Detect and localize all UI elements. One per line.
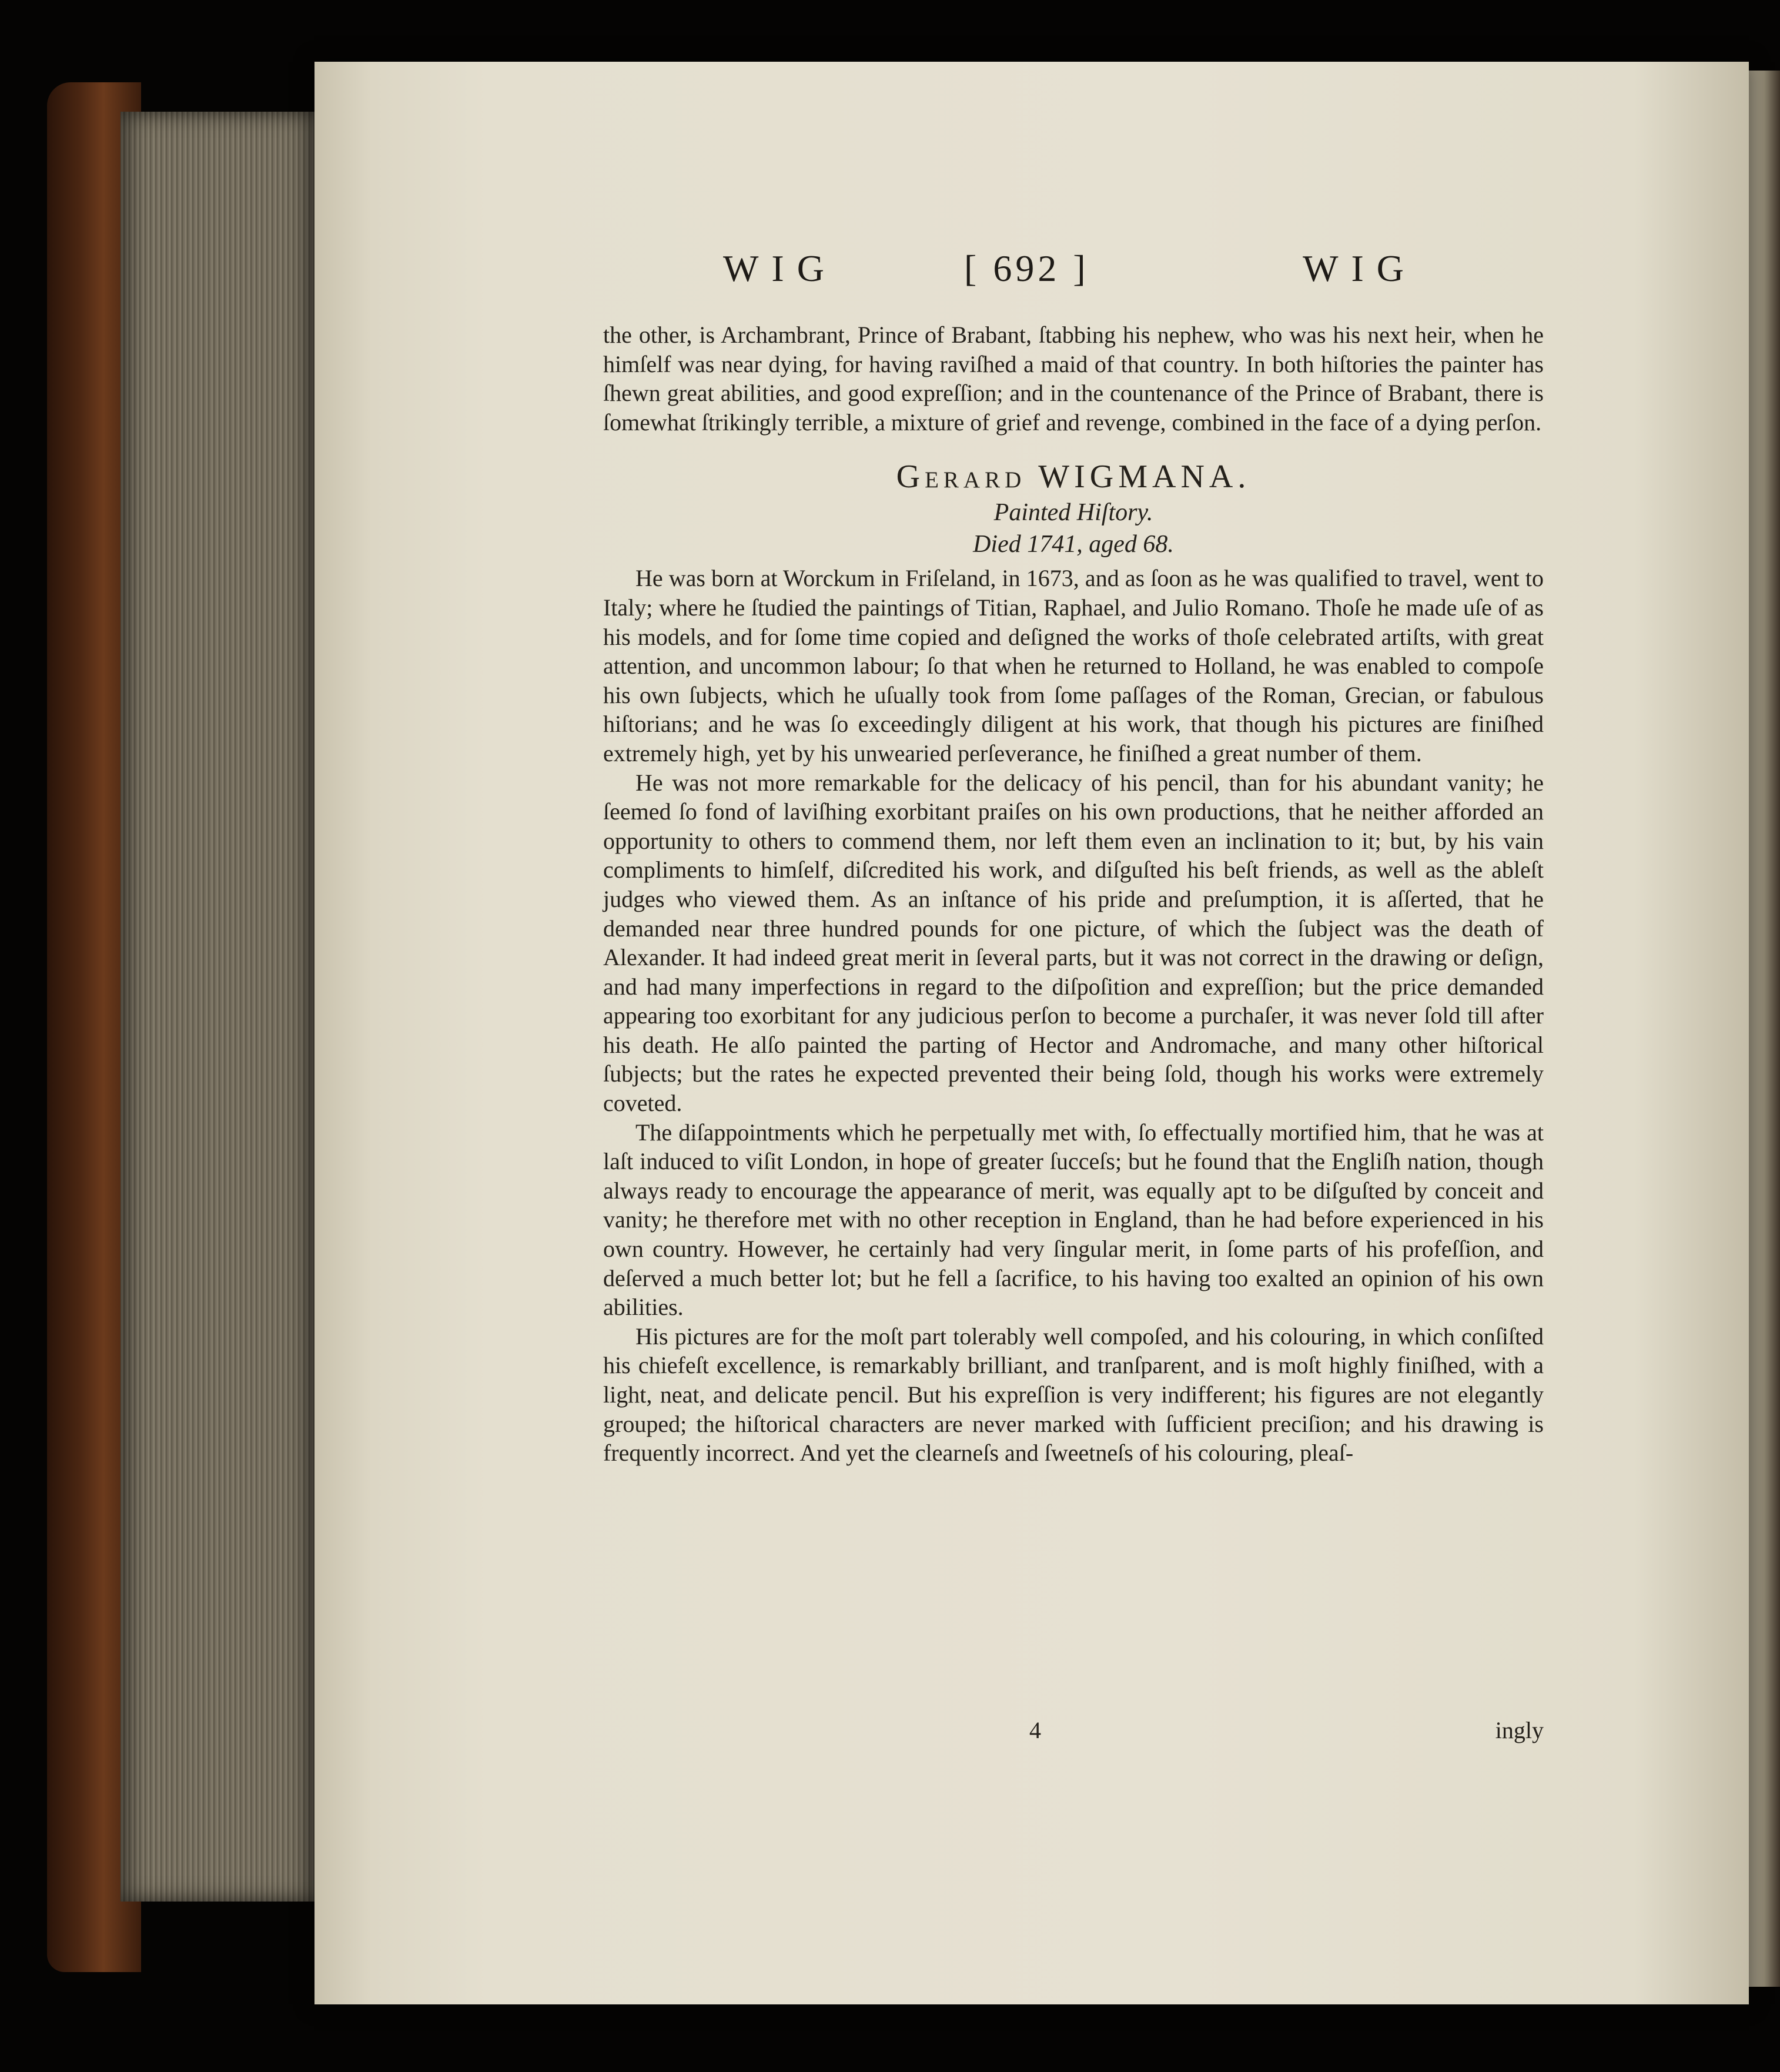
text-block <box>603 320 1544 1468</box>
running-head-left: WIG <box>723 247 837 289</box>
page-footer <box>603 1716 1544 1752</box>
body-paragraph-2: He was not more remarkable for the delicacy of his pencil, than for his abundant vanity; he ſeemed ſo fond of laviſhing exorbitant praiſes on his own productions, that he neither afforded an opportunity to others to commend them, nor left them even an inclination to it; but, by his vain compliments to himſelf, diſcredited his work, and diſguſted his beſt friends, as well as the ableſt judges who viewed them. As an inſtance of his pride and preſumption, it is aſſerted, that he demanded near three hundred pounds for one picture, of which the ſubject was the death of Alexander. It had indeed great merit in ſeveral parts, but it was not correct in the drawing or deſign, and had many imperfections in regard to the diſpoſition and expreſſion; but the price demanded appearing too exorbitant for any judicious perſon to become a purchaſer, it was never ſold till after his death. He alſo painted the parting of Hector and Andromache, and many other hiſtorical ſubjects; but the rates he expected prevented their being ſold, though his works were extremely coveted. <box>603 769 1544 1117</box>
body-paragraph-3: The diſappointments which he perpetually met with, ſo effectually mortified him, that he was at laſt induced to viſit London, in hope of greater ſucceſs; but he found that the Engliſh nation, though always ready to encourage the appearance of merit, was equally apt to be diſguſted by conceit and vanity; he therefore met with no other reception in England, than he had before experienced in his own country. However, he certainly had very ſingular merit, in ſome parts of his profeſſion, and deſerved a much better lot; but he fell a ſacrifice, to his having too exalted an opinion of his own abilities. <box>603 1119 1544 1321</box>
continuation-paragraph: the other, is Archambrant, Prince of Brabant, ſtabbing his nephew, who was his next heir, when he himſelf was near dying, for having raviſhed a maid of that country. In both hiſtories the painter has ſhewn great abilities, and good expreſſion; and in the countenance of the Prince of Brabant, there is ſomewhat ſtrikingly terrible, a mixture of grief and revenge, combined in the face of a dying perſon. <box>603 322 1544 436</box>
running-head <box>723 247 1417 300</box>
signature-mark: 4 <box>1029 1717 1041 1743</box>
body-paragraph-1: He was born at Worckum in Friſeland, in 1673, and as ſoon as he was qualified to travel, went to Italy; where he ſtudied the paintings of Titian, Raphael, and Julio Romano. Thoſe he made uſe of as his models, and for ſome time copied and deſigned the works of thoſe celebrated artiſts, with great attention, and uncommon labour; ſo that when he returned to Holland, he was enabled to compoſe his own ſubjects, which he uſually took from ſome paſſages of the Roman, Grecian, or fabulous hiſtorians; and he was ſo exceedingly diligent at his work, that though his pictures are finiſhed extremely high, yet by his unwearied perſeverance, he finiſhed a great number of them. <box>603 565 1544 766</box>
entry-subtitle: Painted Hiſtory. <box>993 499 1153 527</box>
entry-first-name: Gerard <box>896 458 1026 496</box>
body-paragraph-4: His pictures are for the moſt part tolerably well compoſed, and his colouring, in which conſiſted his chiefeſt excellence, is remarkably brilliant, and tranſparent, and is moſt highly finiſhed, with a light, neat, and delicate pencil. But his expreſſion is very indifferent; his figures are not elegantly grouped; the hiſtorical characters are never marked with ſufficient preciſion; and his drawing is frequently incorrect. And yet the clearneſs and ſweetneſs of his colouring, pleaſ- <box>603 1323 1544 1467</box>
catchword: ingly <box>1495 1717 1544 1743</box>
page-number: [ 692 ] <box>964 247 1089 289</box>
page-block-edges <box>121 112 320 1902</box>
running-head-right: WIG <box>1303 247 1417 289</box>
entry-surname: WIGMANA. <box>1038 458 1251 496</box>
entry-died: Died 1741, aged 68. <box>973 531 1174 558</box>
entry-heading <box>603 457 1544 497</box>
